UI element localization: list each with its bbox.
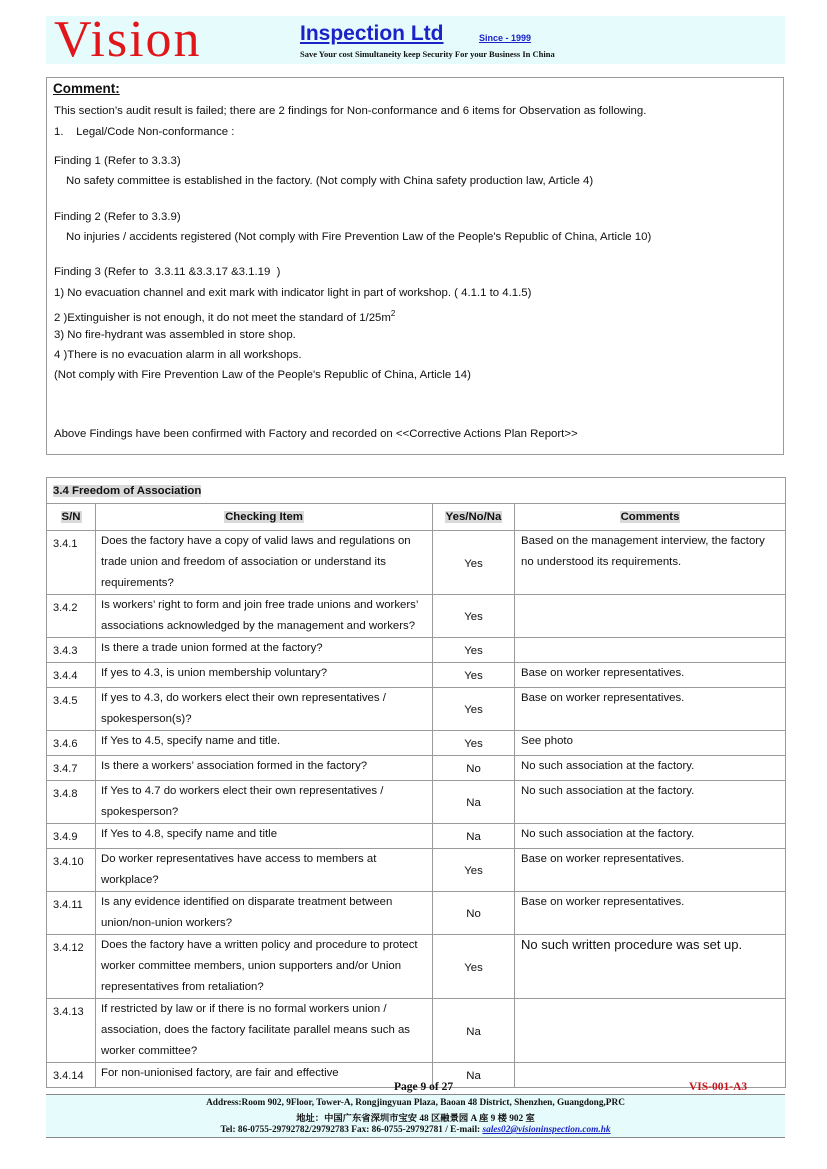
- row-sn: 3.4.3: [47, 638, 96, 663]
- legal-nonconformance-heading: 1. Legal/Code Non-conformance :: [54, 126, 235, 138]
- row-comment: [515, 638, 786, 663]
- company-slogan: Save Your cost Simultaneity keep Security For your Business In China: [300, 49, 555, 59]
- row-answer: Yes: [433, 531, 515, 595]
- header-sn: S/N: [61, 511, 81, 523]
- table-row: [47, 663, 786, 688]
- row-answer: No: [433, 756, 515, 781]
- header-comments: Comments: [620, 511, 680, 523]
- row-sn: 3.4.13: [47, 999, 96, 1063]
- table-row: [47, 531, 786, 595]
- row-comment: No such association at the factory.: [515, 824, 786, 849]
- row-sn: 3.4.1: [47, 531, 96, 595]
- row-comment: Base on worker representatives.: [515, 663, 786, 688]
- column-header-row: [47, 504, 786, 531]
- finding-2-title: Finding 2 (Refer to 3.3.9): [54, 211, 181, 223]
- row-comment: Base on worker representatives.: [515, 892, 786, 935]
- row-sn: 3.4.8: [47, 781, 96, 824]
- row-checking-item: If Yes to 4.8, specify name and title: [96, 824, 433, 849]
- finding-2-text: No injuries / accidents registered (Not comply with Fire Prevention Law of the People's Republic of China, Article 10): [66, 231, 652, 243]
- table-row: [47, 595, 786, 638]
- row-comment: Based on the management interview, the factory no understood its requirements.: [515, 531, 786, 595]
- document-code: VIS-001-A3: [689, 1081, 748, 1093]
- footer-email-link[interactable]: sales02@visioninspection.com.hk: [482, 1125, 611, 1135]
- footer-address: Address:Room 902, 9Floor, Tower-A, Rongjingyuan Plaza, Baoan 48 District, Shenzhen, Guangdong,PRC: [206, 1098, 625, 1108]
- row-sn: 3.4.14: [47, 1063, 96, 1088]
- row-checking-item: Does the factory have a copy of valid laws and regulations on trade union and freedom of association or understand its requirements?: [96, 531, 433, 595]
- row-sn: 3.4.2: [47, 595, 96, 638]
- row-checking-item: If Yes to 4.5, specify name and title.: [96, 731, 433, 756]
- comment-intro: This section’s audit result is failed; there are 2 findings for Non-conformance and 6 items for Observation as following.: [54, 105, 647, 117]
- row-sn: 3.4.9: [47, 824, 96, 849]
- row-answer: Yes: [433, 595, 515, 638]
- row-comment: No such association at the factory.: [515, 756, 786, 781]
- row-answer: Na: [433, 781, 515, 824]
- comment-title: Comment:: [53, 81, 120, 96]
- finding-3-item-2: [54, 307, 395, 325]
- table-row: [47, 731, 786, 756]
- table-row: [47, 849, 786, 892]
- row-sn: 3.4.6: [47, 731, 96, 756]
- row-sn: 3.4.10: [47, 849, 96, 892]
- row-checking-item: Is there a trade union formed at the factory?: [96, 638, 433, 663]
- row-answer: Yes: [433, 849, 515, 892]
- table-row: [47, 824, 786, 849]
- row-answer: Yes: [433, 731, 515, 756]
- row-sn: 3.4.7: [47, 756, 96, 781]
- finding-3-law-note: (Not comply with Fire Prevention Law of the People's Republic of China, Article 14): [54, 369, 471, 381]
- row-comment: Base on worker representatives.: [515, 849, 786, 892]
- header-checking-item: Checking Item: [225, 511, 303, 523]
- comment-closing: Above Findings have been confirmed with Factory and recorded on <<Corrective Actions Plan Report>>: [54, 428, 578, 440]
- finding-3-title: Finding 3 (Refer to 3.3.11 &3.3.17 &3.1.19 ): [54, 266, 281, 278]
- row-checking-item: Is any evidence identified on disparate treatment between union/non-union workers?: [96, 892, 433, 935]
- row-comment: No such written procedure was set up.: [515, 935, 786, 999]
- company-logo: Vision: [54, 11, 202, 68]
- row-checking-item: Is there a workers’ association formed in the factory?: [96, 756, 433, 781]
- row-answer: Yes: [433, 935, 515, 999]
- section-title: 3.4 Freedom of Association: [53, 485, 202, 497]
- row-checking-item: Does the factory have a written policy and procedure to protect worker committee members, union supporters and/or Union representatives from retaliation?: [96, 935, 433, 999]
- company-name: Inspection Ltd: [300, 22, 444, 45]
- row-sn: 3.4.11: [47, 892, 96, 935]
- finding-1-text: No safety committee is established in the factory. (Not comply with China safety production law, Article 4): [66, 175, 594, 187]
- table-row: [47, 935, 786, 999]
- row-sn: 3.4.5: [47, 688, 96, 731]
- finding-3-item-4: 4 )There is no evacuation alarm in all workshops.: [54, 349, 302, 361]
- table-row: [47, 756, 786, 781]
- page-number: Page 9 of 27: [394, 1081, 454, 1093]
- row-comment: [515, 595, 786, 638]
- row-answer: Na: [433, 1063, 515, 1088]
- table-row: [47, 781, 786, 824]
- finding-3-item-3: 3) No fire-hydrant was assembled in store shop.: [54, 329, 296, 341]
- section-header-row: [47, 478, 786, 504]
- row-sn: 3.4.4: [47, 663, 96, 688]
- freedom-of-association-table: [46, 477, 786, 1088]
- row-answer: Yes: [433, 638, 515, 663]
- since-label: Since - 1999: [479, 33, 532, 43]
- finding-3-item-1: 1) No evacuation channel and exit mark with indicator light in part of workshop. ( 4.1.1 to 4.1.5): [54, 287, 532, 299]
- row-checking-item: If restricted by law or if there is no formal workers union / association, does the factory facilitate parallel means such as worker committee?: [96, 999, 433, 1063]
- footer-contact: [46, 1125, 785, 1135]
- row-checking-item: Is workers’ right to form and join free trade unions and workers’ associations acknowledged by the management and workers?: [96, 595, 433, 638]
- header-yes-no-na: Yes/No/Na: [445, 511, 502, 523]
- row-checking-item: For non-unionised factory, are fair and effective: [96, 1063, 433, 1088]
- finding-1-title: Finding 1 (Refer to 3.3.3): [54, 155, 181, 167]
- row-checking-item: If Yes to 4.7 do workers elect their own representatives / spokesperson?: [96, 781, 433, 824]
- row-answer: Yes: [433, 688, 515, 731]
- row-comment: [515, 999, 786, 1063]
- row-comment: Base on worker representatives.: [515, 688, 786, 731]
- footer-tel-fax: Tel: 86-0755-29792782/29792783 Fax: 86-0755-29792781 / E-mail:: [220, 1125, 483, 1135]
- table-row: [47, 892, 786, 935]
- row-answer: Yes: [433, 663, 515, 688]
- row-answer: No: [433, 892, 515, 935]
- finding-3-item-2-text: 2 )Extinguisher is not enough, it do not meet the standard of 1/25m: [54, 311, 391, 324]
- table-row: [47, 688, 786, 731]
- row-answer: Na: [433, 999, 515, 1063]
- row-comment: No such association at the factory.: [515, 781, 786, 824]
- row-checking-item: If yes to 4.3, is union membership voluntary?: [96, 663, 433, 688]
- table-row: [47, 999, 786, 1063]
- table-row: [47, 638, 786, 663]
- row-sn: 3.4.12: [47, 935, 96, 999]
- row-answer: Na: [433, 824, 515, 849]
- footer-address-cn: 地址：中国广东省深圳市宝安 48 区融景园 A 座 9 楼 902 室: [296, 1114, 535, 1124]
- row-checking-item: Do worker representatives have access to members at workplace?: [96, 849, 433, 892]
- superscript-2: 2: [390, 309, 396, 318]
- row-comment: See photo: [515, 731, 786, 756]
- row-checking-item: If yes to 4.3, do workers elect their own representatives / spokesperson(s)?: [96, 688, 433, 731]
